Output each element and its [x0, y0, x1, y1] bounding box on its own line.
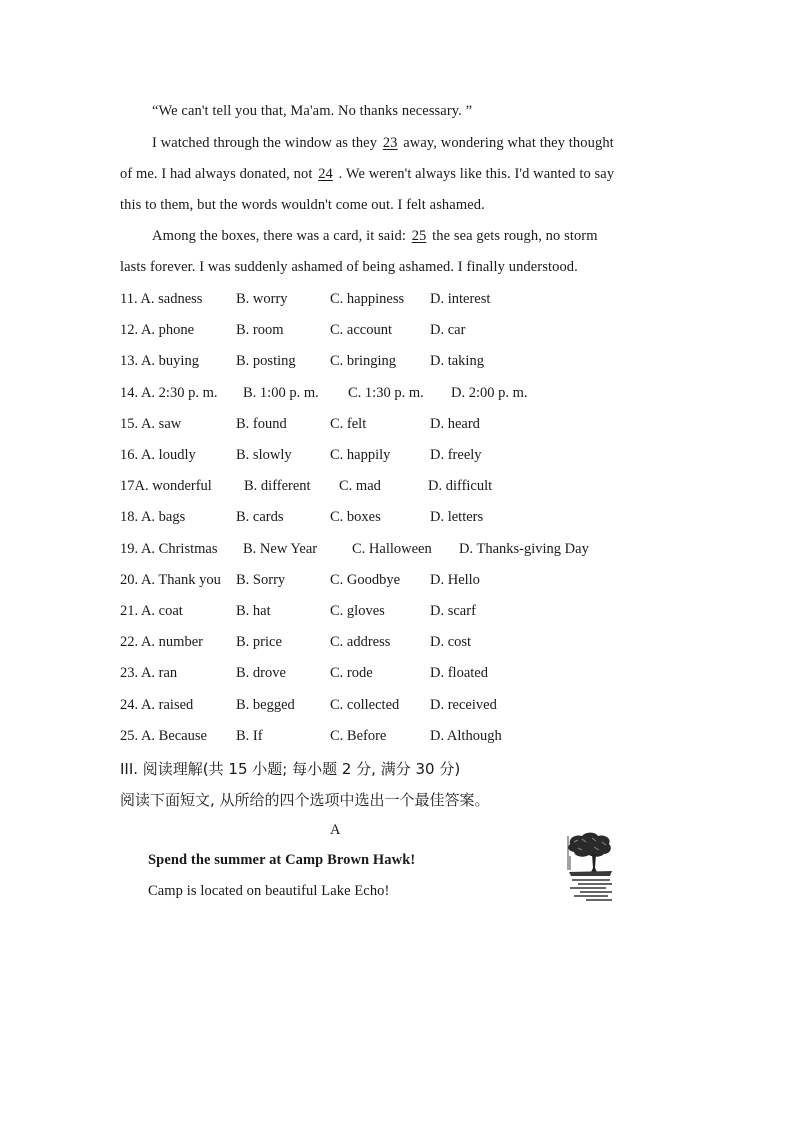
option-b: B. found	[236, 415, 287, 432]
option-c: C. Goodbye	[330, 571, 401, 588]
option-c: C. happily	[330, 447, 391, 463]
option-c: C. address	[330, 634, 391, 651]
option-c: C. account	[330, 322, 393, 339]
option-d: D. Although	[430, 727, 502, 744]
option-b: B. drove	[236, 665, 286, 682]
option-b: B. posting	[236, 353, 296, 370]
option-a: 18. A. bags	[120, 509, 186, 526]
passage-p2-line3: this to them, but the words wouldn't come out. I felt ashamed.	[120, 197, 485, 213]
passage-text: I watched through the window as they	[152, 135, 378, 151]
passage-text: away, wondering what they thought	[403, 135, 614, 151]
option-d: D. difficult	[428, 478, 493, 495]
option-c: C. Before	[330, 727, 387, 744]
option-a: 17A. wonderful	[120, 478, 212, 495]
option-a: 13. A. buying	[120, 353, 199, 370]
option-d: D. 2:00 p. m.	[451, 384, 528, 401]
option-d: D. letters	[430, 509, 484, 526]
option-b: B. worry	[236, 291, 288, 307]
option-a: 19. A. Christmas	[120, 540, 218, 557]
option-b: B. room	[236, 322, 284, 339]
passage-p3-line1	[152, 228, 598, 245]
option-c: C. felt	[330, 415, 367, 432]
option-b: B. cards	[236, 509, 284, 526]
option-d: D. scarf	[430, 603, 476, 619]
option-b: B. If	[236, 727, 263, 744]
section-heading: III. 阅读理解(共 15 小题; 每小题 2 分, 满分 30 分)	[120, 760, 461, 778]
option-b: B. Sorry	[236, 571, 286, 588]
option-a: 20. A. Thank you	[120, 571, 221, 588]
option-a: 21. A. coat	[120, 603, 183, 619]
passage-quote: “We can't tell you that, Ma'am. No thanks necessary. ”	[152, 103, 473, 119]
option-d: D. taking	[430, 353, 484, 370]
option-a: 11. A. sadness	[120, 291, 203, 307]
section-instruction: 阅读下面短文, 从所给的四个选项中选出一个最佳答案。	[120, 791, 490, 809]
passage-p3-line2: lasts forever. I was suddenly ashamed of being ashamed. I finally understood.	[120, 259, 578, 275]
option-c: C. collected	[330, 696, 400, 713]
ad-title: Spend the summer at Camp Brown Hawk!	[148, 852, 416, 868]
passage-text: Among the boxes, there was a card, it said:	[152, 228, 406, 244]
ad-subtitle: Camp is located on beautiful Lake Echo!	[148, 883, 390, 899]
option-c: C. mad	[339, 478, 381, 495]
option-d: D. floated	[430, 665, 488, 682]
blank-24: 24	[318, 166, 333, 182]
passage-letter: A	[330, 822, 341, 838]
option-c: C. boxes	[330, 509, 381, 526]
option-a: 14. A. 2:30 p. m.	[120, 384, 218, 401]
option-b: B. begged	[236, 696, 295, 713]
option-b: B. New Year	[243, 540, 318, 557]
passage-p2-line1	[152, 135, 614, 152]
option-b: B. different	[244, 478, 311, 495]
passage-p2-line2	[120, 166, 614, 183]
passage-text: . We weren't always like this. I'd wanted to say	[338, 166, 615, 182]
option-a: 16. A. loudly	[120, 447, 196, 463]
option-c: C. 1:30 p. m.	[348, 384, 424, 401]
option-d: D. Hello	[430, 571, 480, 588]
option-c: C. rode	[330, 665, 373, 682]
option-d: D. Thanks-giving Day	[459, 540, 589, 557]
option-b: B. 1:00 p. m.	[243, 384, 319, 401]
option-c: C. happiness	[330, 291, 405, 307]
option-a: 23. A. ran	[120, 665, 178, 682]
option-a: 12. A. phone	[120, 322, 195, 339]
passage-text: the sea gets rough, no storm	[432, 228, 598, 244]
option-a: 25. A. Because	[120, 727, 207, 744]
option-d: D. car	[430, 322, 466, 339]
option-d: D. received	[430, 696, 497, 713]
option-a: 22. A. number	[120, 634, 203, 651]
option-a: 24. A. raised	[120, 696, 194, 713]
option-b: B. hat	[236, 603, 271, 619]
option-c: C. Halloween	[352, 540, 432, 557]
option-b: B. price	[236, 634, 282, 651]
tree-on-lake-icon	[566, 830, 614, 902]
blank-25: 25	[411, 228, 427, 244]
option-b: B. slowly	[236, 447, 292, 463]
option-c: C. bringing	[330, 353, 397, 370]
option-d: D. freely	[430, 447, 482, 463]
option-d: D. interest	[430, 291, 491, 307]
blank-23: 23	[382, 135, 398, 151]
option-a: 15. A. saw	[120, 415, 182, 432]
option-d: D. cost	[430, 634, 472, 651]
option-d: D. heard	[430, 415, 480, 432]
passage-text: of me. I had always donated, not	[120, 166, 313, 182]
option-c: C. gloves	[330, 603, 385, 619]
